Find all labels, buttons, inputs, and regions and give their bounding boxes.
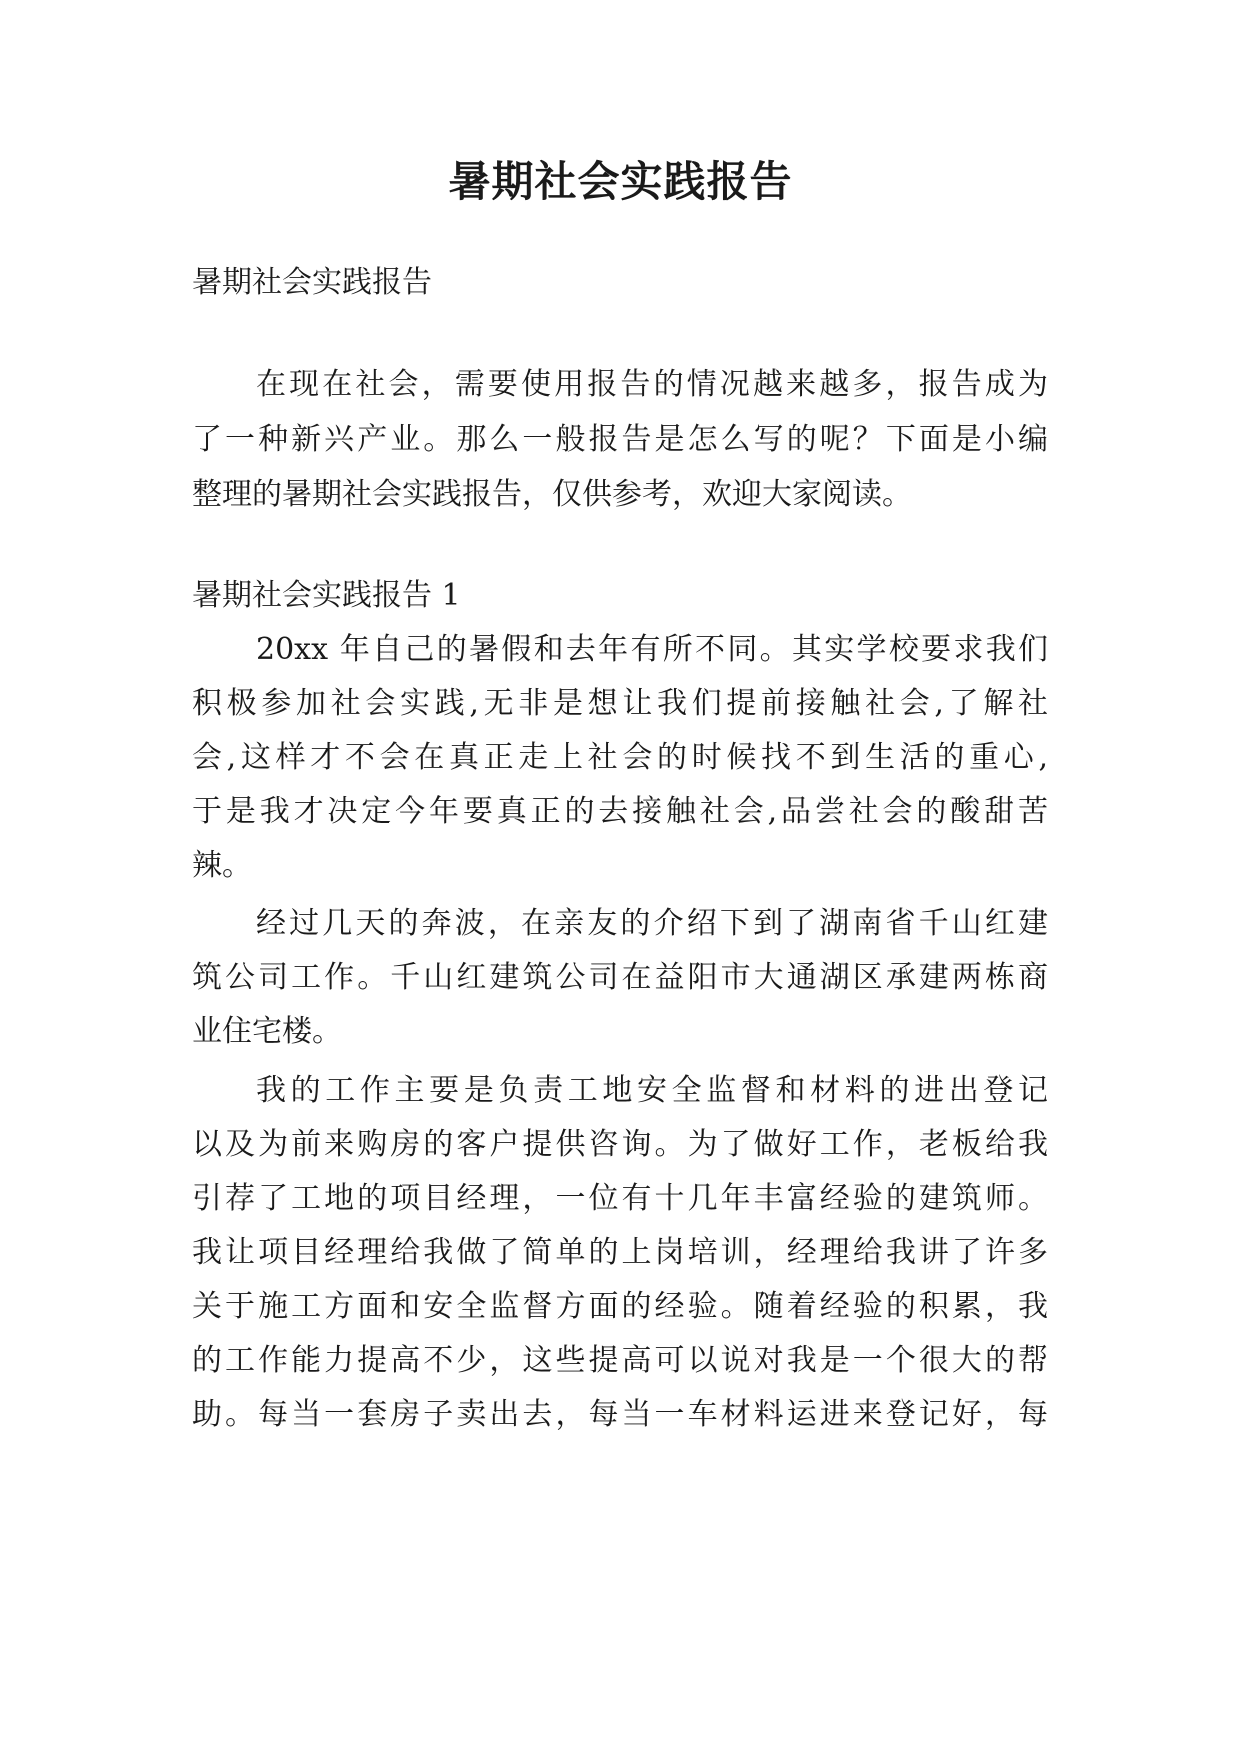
paragraph-line: 20xx 年自己的暑假和去年有所不同。其实学校要求我们 bbox=[256, 632, 1048, 667]
document-title: 暑期社会实践报告 bbox=[448, 157, 793, 206]
intro-line: 在现在社会，需要使用报告的情况越来越多，报告成为 bbox=[256, 367, 1048, 402]
paragraph-line: 以及为前来购房的客户提供咨询。为了做好工作，老板给我 bbox=[192, 1127, 1048, 1162]
paragraph-line: 辣。 bbox=[192, 848, 252, 883]
paragraph-line: 我的工作主要是负责工地安全监督和材料的进出登记 bbox=[256, 1073, 1048, 1108]
paragraph-line: 业住宅楼。 bbox=[192, 1014, 342, 1049]
document-subtitle: 暑期社会实践报告 bbox=[192, 265, 432, 300]
paragraph-line: 我让项目经理给我做了简单的上岗培训，经理给我讲了许多 bbox=[192, 1235, 1048, 1270]
paragraph-line: 经过几天的奔波，在亲友的介绍下到了湖南省千山红建 bbox=[256, 906, 1048, 941]
paragraph-line: 会,这样才不会在真正走上社会的时候找不到生活的重心, bbox=[192, 740, 1048, 775]
paragraph-line: 积极参加社会实践,无非是想让我们提前接触社会,了解社 bbox=[192, 686, 1048, 721]
paragraph-line: 的工作能力提高不少，这些提高可以说对我是一个很大的帮 bbox=[192, 1343, 1048, 1378]
paragraph-line: 助。每当一套房子卖出去，每当一车材料运进来登记好，每 bbox=[192, 1397, 1048, 1432]
section-heading: 暑期社会实践报告 1 bbox=[192, 578, 461, 613]
paragraph-line: 关于施工方面和安全监督方面的经验。随着经验的积累，我 bbox=[192, 1289, 1048, 1324]
paragraph-line: 于是我才决定今年要真正的去接触社会,品尝社会的酸甜苦 bbox=[192, 794, 1048, 829]
intro-line: 了一种新兴产业。那么一般报告是怎么写的呢？下面是小编 bbox=[192, 422, 1048, 457]
paragraph-line: 引荐了工地的项目经理，一位有十几年丰富经验的建筑师。 bbox=[192, 1181, 1048, 1216]
intro-line: 整理的暑期社会实践报告，仅供参考，欢迎大家阅读。 bbox=[192, 477, 912, 512]
paragraph-line: 筑公司工作。千山红建筑公司在益阳市大通湖区承建两栋商 bbox=[192, 960, 1048, 995]
